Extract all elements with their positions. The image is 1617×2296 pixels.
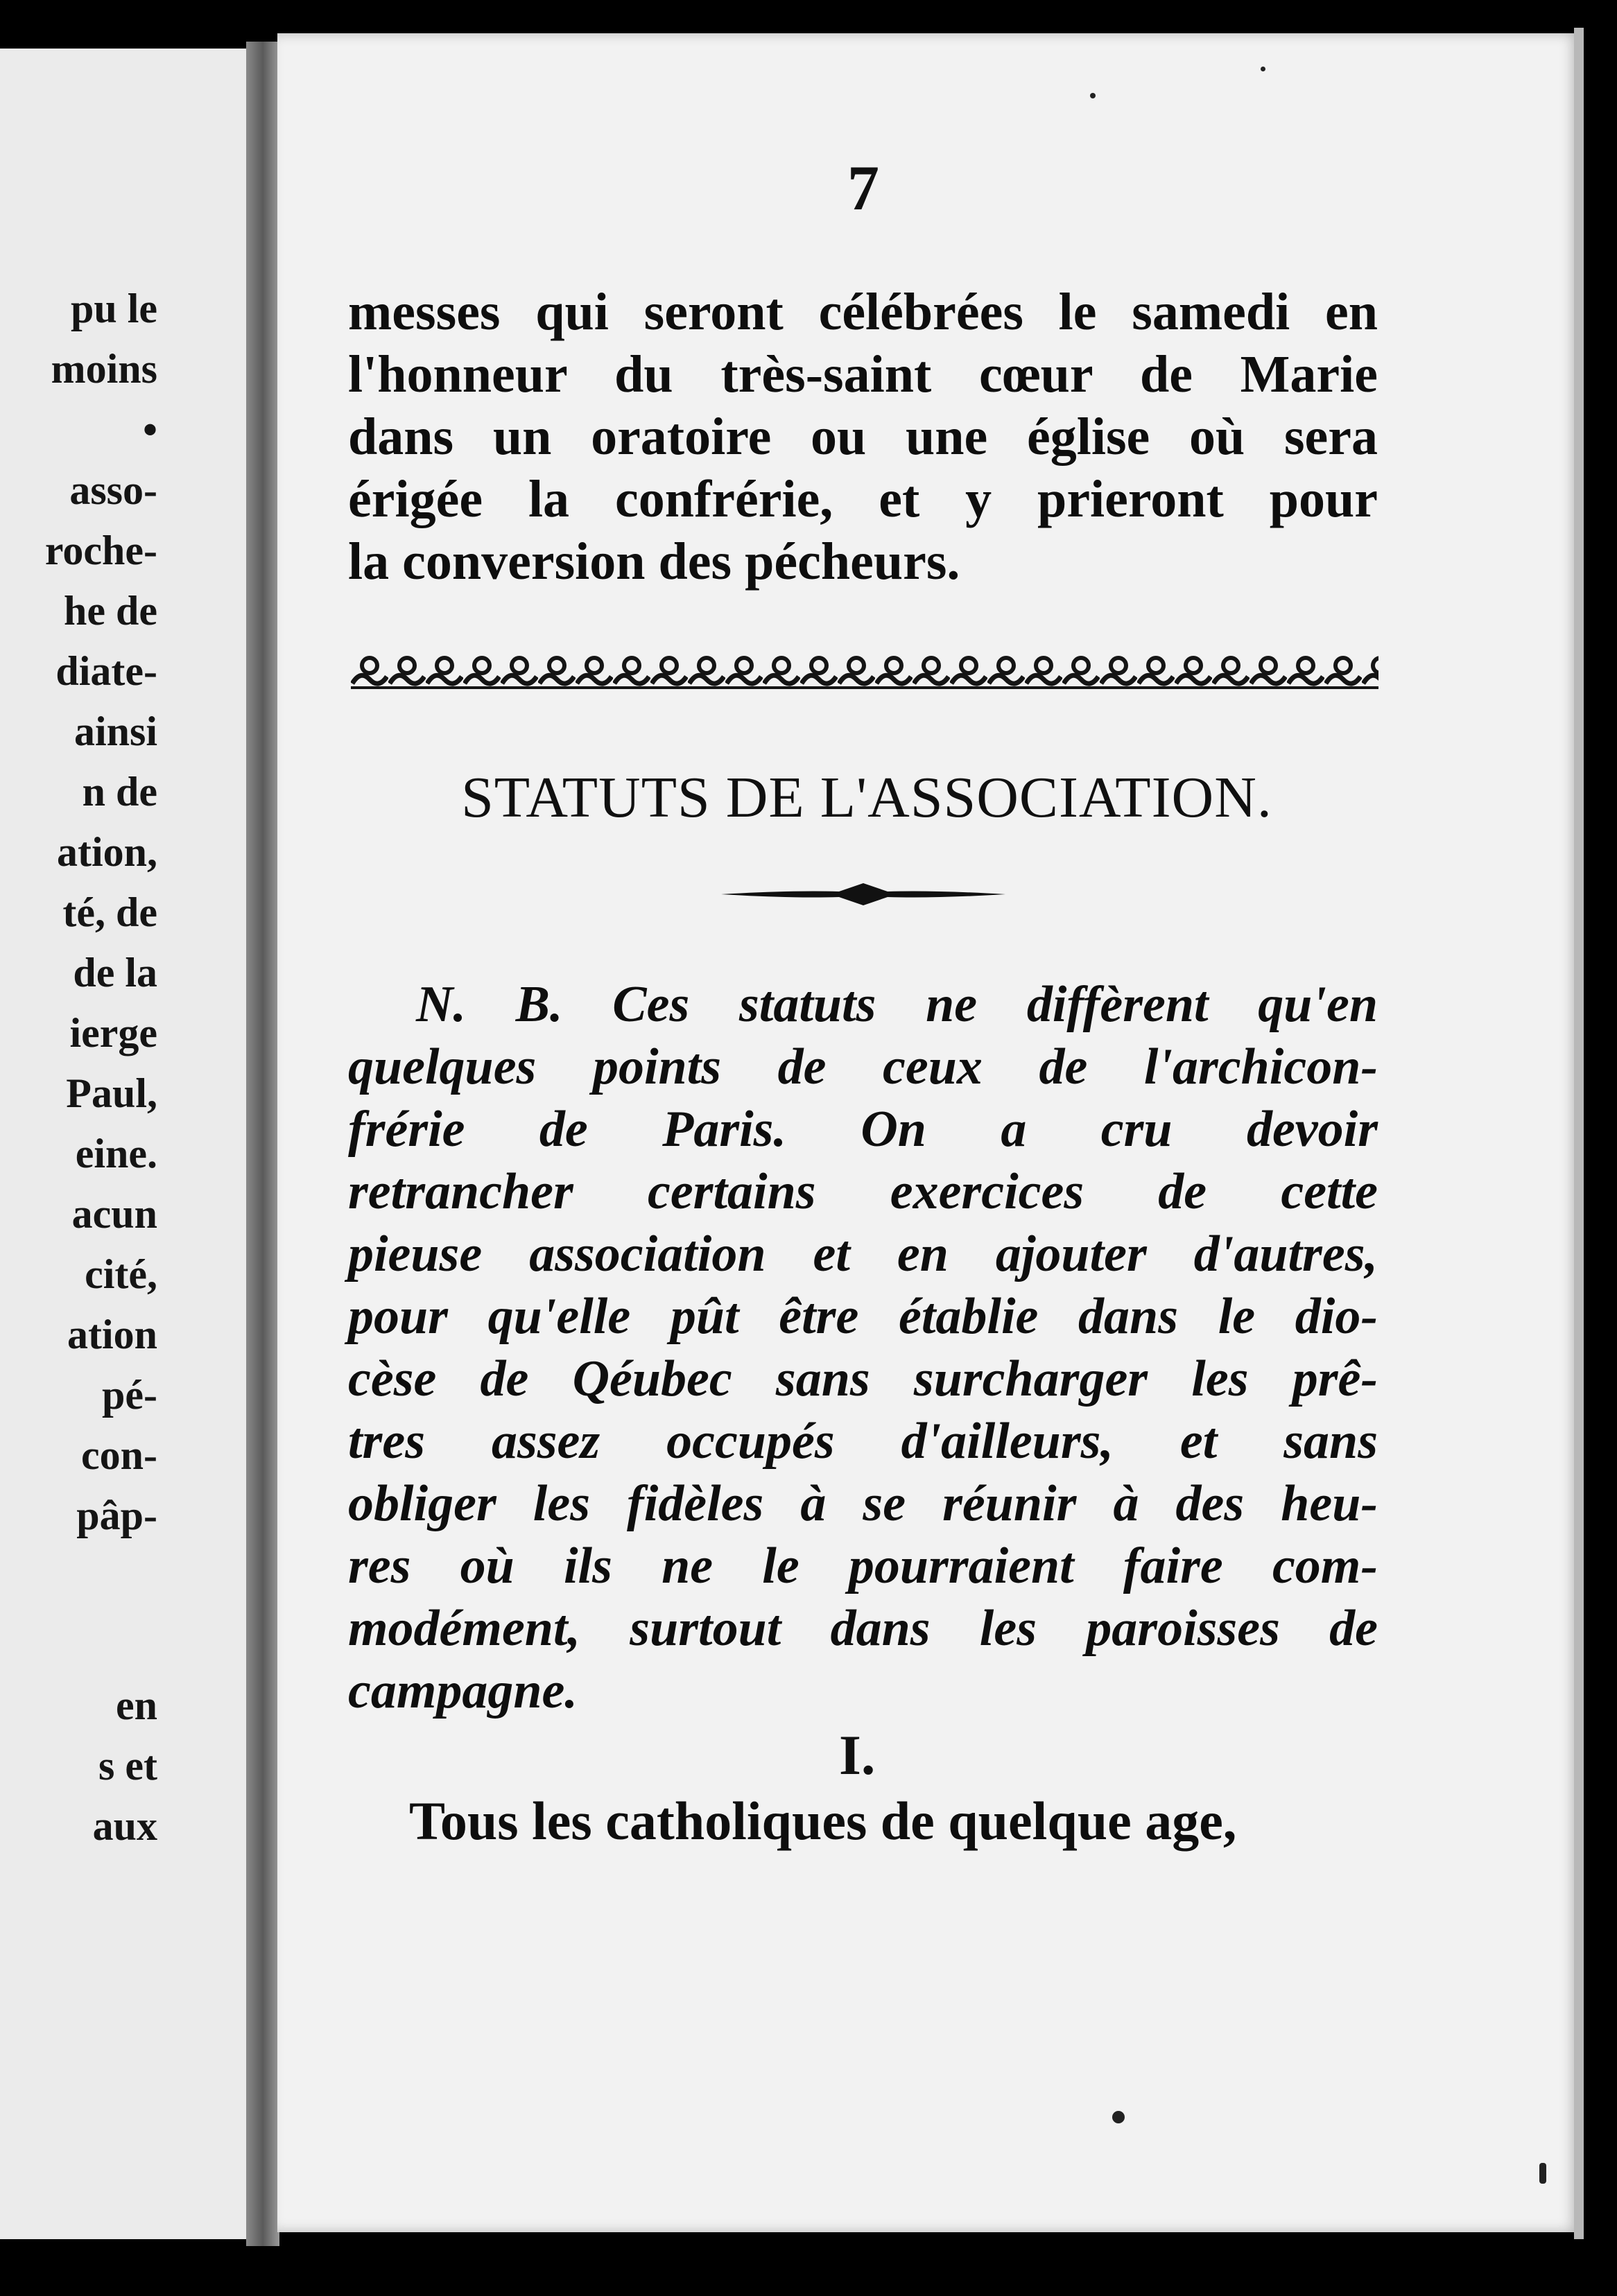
left-facing-page xyxy=(0,49,260,2239)
paragraph-line: messes qui seront célébrées le samedi en xyxy=(348,283,1378,341)
note-line: tres assez occupés d'ailleurs, et sans xyxy=(348,1413,1378,1470)
left-line: ation xyxy=(67,1312,157,1357)
left-line: té, de xyxy=(62,889,157,935)
left-line: acun xyxy=(71,1191,157,1237)
note-line: campagne. xyxy=(348,1662,578,1719)
note-line: obliger les fidèles à se réunir à des heu- xyxy=(348,1475,1378,1532)
paragraph-line: Tous les catholiques de quelque age, xyxy=(409,1791,1237,1851)
left-line: he de xyxy=(64,588,157,634)
paragraph-line: la conversion des pécheurs. xyxy=(348,532,960,591)
left-line: moins xyxy=(51,346,157,392)
page-number: 7 xyxy=(847,153,879,223)
paragraph-line: l'honneur du très-saint cœur de Marie xyxy=(348,345,1378,403)
note-line: retrancher certains exercices de cette xyxy=(348,1163,1378,1220)
left-line: diate- xyxy=(55,648,157,694)
left-line: s et xyxy=(98,1743,157,1789)
left-line: roche- xyxy=(44,528,157,573)
page-edge xyxy=(1574,28,1584,2239)
left-line: de la xyxy=(73,950,157,995)
left-line: • xyxy=(142,407,157,453)
left-line: pé- xyxy=(102,1372,157,1418)
note-line: N. B. Ces statuts ne diffèrent qu'en xyxy=(416,976,1378,1033)
left-line: cité, xyxy=(85,1251,157,1297)
left-line: ierge xyxy=(69,1010,157,1056)
left-line: asso- xyxy=(69,467,157,513)
left-line: aux xyxy=(92,1803,157,1849)
left-line: ation, xyxy=(56,829,157,875)
note-line: pieuse association et en ajouter d'autres, xyxy=(348,1226,1378,1282)
left-line: con- xyxy=(81,1432,157,1478)
print-speck xyxy=(1112,2111,1125,2123)
book-gutter xyxy=(246,42,279,2246)
left-line: Paul, xyxy=(66,1070,157,1116)
note-line: frérie de Paris. On a cru devoir xyxy=(348,1101,1378,1158)
left-line: en xyxy=(116,1682,157,1728)
left-line: eine. xyxy=(75,1131,157,1176)
note-line: modément, surtout dans les paroisses de xyxy=(348,1600,1378,1657)
note-line: quelques points de ceux de l'archicon- xyxy=(348,1038,1378,1095)
note-line: pour qu'elle pût être établie dans le dio- xyxy=(348,1288,1378,1345)
print-speck xyxy=(1261,67,1265,71)
print-speck xyxy=(1539,2163,1546,2184)
left-line: pu le xyxy=(70,286,157,331)
left-line: ainsi xyxy=(74,708,157,754)
left-line: n de xyxy=(82,769,157,815)
paragraph-line: dans un oratoire ou une église où sera xyxy=(348,408,1378,466)
ornamental-rule xyxy=(351,649,1378,697)
paragraph-line: érigée la confrérie, et y prieront pour xyxy=(348,470,1378,528)
note-line: res où ils ne le pourraient faire com- xyxy=(348,1538,1378,1594)
print-speck xyxy=(1090,93,1096,98)
section-heading: STATUTS DE L'ASSOCIATION. xyxy=(461,765,1272,830)
section-number: I. xyxy=(839,1723,876,1786)
left-line: pâp- xyxy=(76,1493,157,1538)
dash-ornament xyxy=(721,880,1005,908)
note-line: cèse de Qéubec sans surcharger les prê- xyxy=(348,1350,1378,1407)
